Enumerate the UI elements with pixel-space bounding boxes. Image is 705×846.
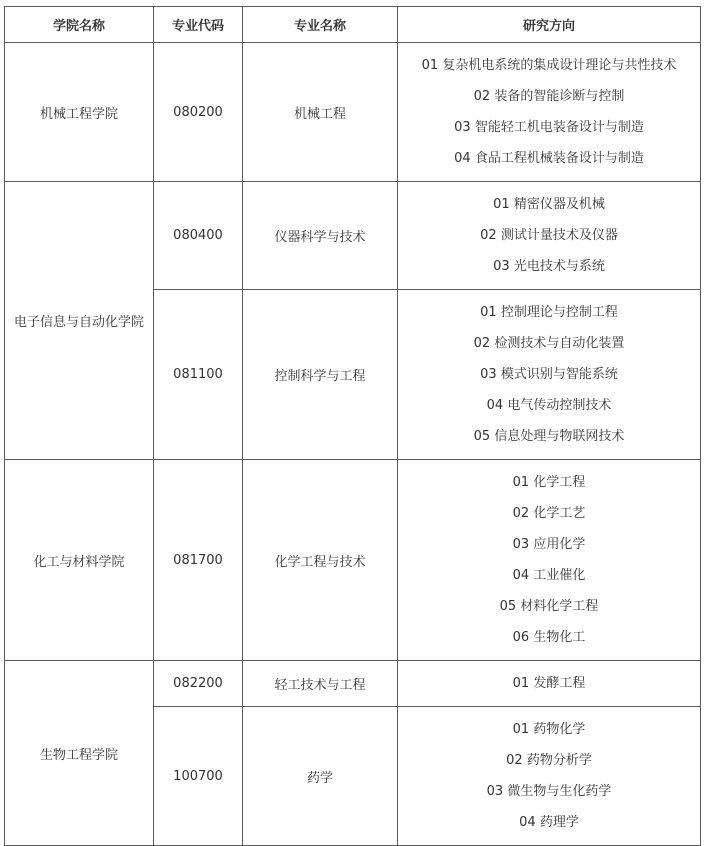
research-direction-item: 02 药物分析学 bbox=[506, 753, 592, 768]
table-row bbox=[5, 43, 701, 182]
research-direction-item: 03 模式识别与智能系统 bbox=[480, 367, 618, 382]
research-direction-item: 04 工业催化 bbox=[512, 568, 586, 583]
research-direction-item: 04 电气传动控制技术 bbox=[486, 398, 612, 413]
major-name-cell: 化学工程与技术 bbox=[243, 460, 398, 661]
research-direction-item: 02 装备的智能诊断与控制 bbox=[473, 89, 625, 104]
header-direction: 研究方向 bbox=[398, 7, 701, 43]
table-row bbox=[5, 182, 701, 290]
research-direction-cell bbox=[398, 182, 701, 290]
research-direction-cell bbox=[398, 290, 701, 460]
research-direction-item: 01 发酵工程 bbox=[512, 676, 586, 691]
college-cell: 生物工程学院 bbox=[5, 661, 154, 846]
research-direction-item: 01 药物化学 bbox=[512, 722, 586, 737]
header-major: 专业名称 bbox=[243, 7, 398, 43]
research-direction-cell bbox=[398, 661, 701, 707]
college-cell: 机械工程学院 bbox=[5, 43, 154, 182]
research-direction-item: 04 药理学 bbox=[519, 815, 579, 830]
college-cell: 化工与材料学院 bbox=[5, 460, 154, 661]
research-direction-item: 05 信息处理与物联网技术 bbox=[473, 429, 625, 444]
research-direction-item: 05 材料化学工程 bbox=[499, 599, 599, 614]
table-row bbox=[5, 661, 701, 707]
table-body bbox=[5, 43, 701, 846]
major-code-cell: 080400 bbox=[154, 182, 243, 290]
research-direction-item: 03 光电技术与系统 bbox=[493, 259, 605, 274]
research-direction-item: 06 生物化工 bbox=[512, 630, 586, 645]
research-direction-item: 02 测试计量技术及仪器 bbox=[480, 228, 618, 243]
research-direction-item: 02 化学工艺 bbox=[512, 506, 586, 521]
major-name-cell: 控制科学与工程 bbox=[243, 290, 398, 460]
table-row bbox=[5, 460, 701, 661]
major-name-cell: 机械工程 bbox=[243, 43, 398, 182]
research-direction-item: 01 复杂机电系统的集成设计理论与共性技术 bbox=[421, 58, 677, 73]
major-code-cell: 082200 bbox=[154, 661, 243, 707]
header-row bbox=[5, 7, 701, 43]
major-code-cell: 081100 bbox=[154, 290, 243, 460]
research-direction-item: 01 控制理论与控制工程 bbox=[480, 305, 618, 320]
research-direction-item: 03 微生物与生化药学 bbox=[486, 784, 612, 799]
major-name-cell: 轻工技术与工程 bbox=[243, 661, 398, 707]
major-name-cell: 仪器科学与技术 bbox=[243, 182, 398, 290]
research-direction-cell bbox=[398, 707, 701, 846]
research-direction-item: 04 食品工程机械装备设计与制造 bbox=[454, 151, 644, 166]
research-direction-item: 01 精密仪器及机械 bbox=[493, 197, 605, 212]
major-name-cell: 药学 bbox=[243, 707, 398, 846]
college-cell: 电子信息与自动化学院 bbox=[5, 182, 154, 460]
majors-table bbox=[4, 6, 701, 846]
major-code-cell: 100700 bbox=[154, 707, 243, 846]
major-code-cell: 080200 bbox=[154, 43, 243, 182]
research-direction-cell bbox=[398, 43, 701, 182]
research-direction-cell bbox=[398, 460, 701, 661]
research-direction-item: 03 智能轻工机电装备设计与制造 bbox=[454, 120, 644, 135]
research-direction-item: 03 应用化学 bbox=[512, 537, 586, 552]
header-code: 专业代码 bbox=[154, 7, 243, 43]
header-college: 学院名称 bbox=[5, 7, 154, 43]
research-direction-item: 02 检测技术与自动化装置 bbox=[473, 336, 625, 351]
major-code-cell: 081700 bbox=[154, 460, 243, 661]
research-direction-item: 01 化学工程 bbox=[512, 475, 586, 490]
